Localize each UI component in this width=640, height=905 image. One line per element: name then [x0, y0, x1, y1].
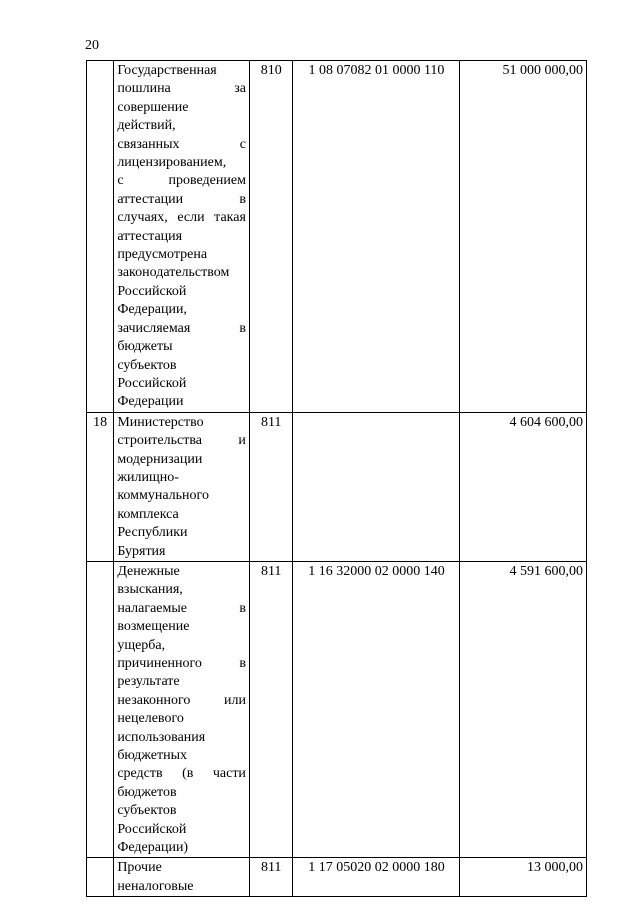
name-line: случаях, если такая — [117, 210, 246, 226]
table-body — [87, 61, 587, 897]
row-name-cell — [114, 412, 250, 561]
name-line: субъектов — [117, 803, 177, 819]
name-line: субъектов — [117, 357, 177, 373]
row-budget-code-cell — [293, 412, 460, 561]
name-line: причиненного в — [117, 656, 246, 671]
name-line: коммунального — [117, 488, 209, 504]
name-line: бюджетов — [117, 784, 177, 800]
row-admin-code-cell: 811 — [249, 561, 293, 858]
name-line: зачисляемая в — [117, 320, 246, 336]
row-amount-cell: 13 000,00 — [460, 858, 587, 897]
name-line: Федерации — [117, 394, 184, 410]
name-line: возмещение — [117, 619, 190, 635]
row-number-cell: 18 — [87, 412, 114, 561]
name-line: Денежные — [117, 563, 180, 579]
name-line: использования — [117, 729, 206, 745]
row-name-cell — [114, 61, 250, 413]
name-line: с проведением — [117, 173, 246, 189]
row-number-cell — [87, 61, 114, 413]
name-line: Федерации) — [117, 840, 189, 856]
row-amount-cell: 4 604 600,00 — [460, 412, 587, 561]
name-line: действий, — [117, 118, 176, 134]
table-row — [87, 858, 587, 897]
name-line: Российской — [117, 821, 187, 837]
name-line: Государственная — [117, 63, 217, 78]
name-line: Российской — [117, 283, 187, 299]
row-budget-code-cell: 1 16 32000 02 0000 140 — [293, 561, 460, 858]
name-line: пошлина за — [117, 81, 246, 97]
name-line: налагаемые в — [117, 600, 246, 616]
row-amount-cell: 4 591 600,00 — [460, 561, 587, 858]
name-line: модернизации — [117, 451, 203, 467]
table-row — [87, 561, 587, 858]
name-line: жилищно- — [117, 469, 179, 485]
name-line: связанных с — [117, 136, 246, 152]
row-number-cell — [87, 858, 114, 897]
name-line: Республики — [117, 525, 188, 541]
name-line: бюджетных — [117, 748, 188, 764]
name-line: совершение — [117, 99, 189, 115]
name-line: строительства и — [117, 433, 246, 449]
row-budget-code-cell: 1 08 07082 01 0000 110 — [293, 61, 460, 413]
row-name-cell — [114, 561, 250, 858]
row-number-cell — [87, 561, 114, 858]
name-line: взыскания, — [117, 582, 183, 598]
name-line: предусмотрена — [117, 247, 208, 263]
name-line: Российской — [117, 375, 187, 391]
name-line: неналоговые — [117, 878, 194, 894]
table-row — [87, 61, 587, 413]
row-budget-code-cell: 1 17 05020 02 0000 180 — [293, 858, 460, 897]
name-line: Прочие — [117, 860, 162, 876]
row-admin-code-cell: 811 — [249, 858, 293, 897]
name-line: результате — [117, 674, 180, 690]
name-line: незаконного или — [117, 692, 246, 708]
name-line: Министерство — [117, 414, 204, 430]
name-line: лицензированием, — [117, 155, 227, 171]
budget-table — [86, 60, 587, 897]
row-name-cell — [114, 858, 250, 897]
name-line: Федерации, — [117, 302, 187, 318]
name-line: аттестации в — [117, 191, 246, 207]
name-line: законодательством — [117, 265, 230, 281]
row-admin-code-cell: 810 — [249, 61, 293, 413]
row-amount-cell: 51 000 000,00 — [460, 61, 587, 413]
name-line: бюджеты — [117, 339, 173, 355]
name-line: аттестация — [117, 228, 183, 244]
name-line: нецелевого — [117, 711, 184, 727]
row-admin-code-cell: 811 — [249, 412, 293, 561]
page-number: 20 — [85, 38, 99, 53]
name-line: ущерба, — [117, 637, 166, 653]
name-line: комплекса — [117, 506, 179, 522]
table-row — [87, 412, 587, 561]
name-line: средств (в части — [117, 766, 246, 782]
name-line: Бурятия — [117, 543, 166, 559]
